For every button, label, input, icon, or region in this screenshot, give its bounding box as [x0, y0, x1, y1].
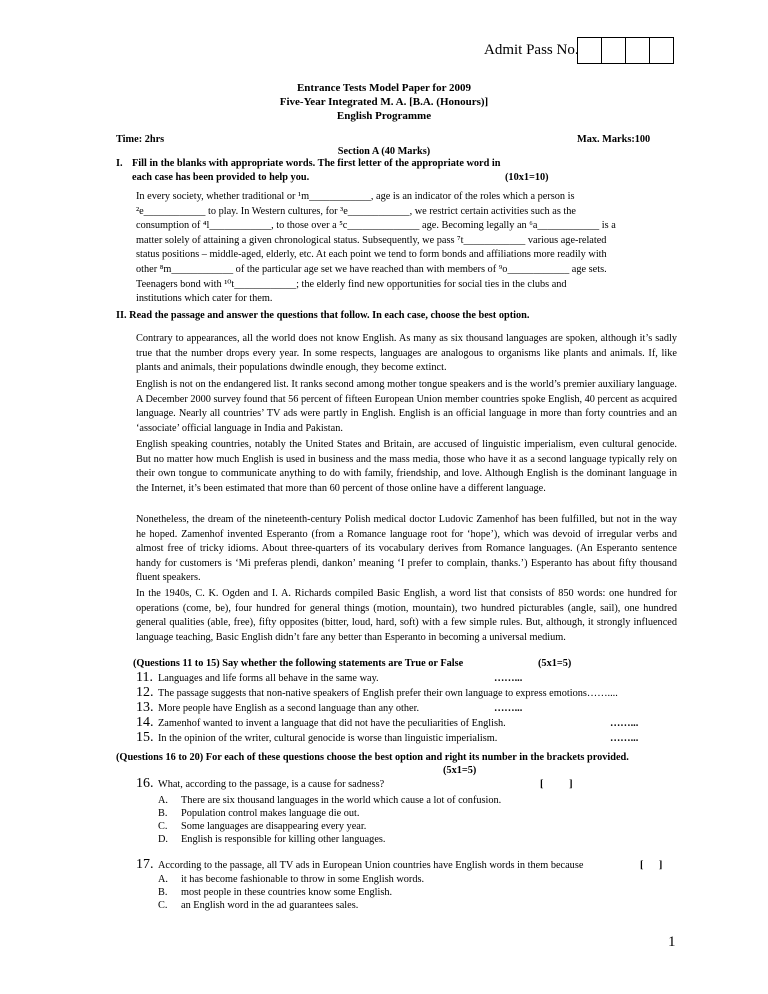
option-letter: C. [158, 821, 168, 832]
tf-answer-blank[interactable]: ……... [494, 673, 523, 684]
tf-title: (Questions 11 to 15) Say whether the following statements are True or False [133, 658, 464, 669]
passage1 [136, 190, 677, 307]
admit-box[interactable] [601, 37, 626, 64]
option-letter: A. [158, 874, 169, 885]
admit-pass-boxes[interactable] [578, 37, 674, 64]
max-marks: Max. Marks:100 [577, 134, 651, 145]
passage1-line: ²e____________ to play. In Western cultures, for ³e____________, we restrict certain activities such as the [136, 205, 576, 217]
answer-bracket[interactable]: [ ] [640, 860, 663, 871]
tf-statement: In the opinion of the writer, cultural genocide is worse than linguistic imperialism. [158, 733, 498, 744]
passage2-para: Nonetheless, the dream of the nineteenth-century Polish medical doctor Ludovic Zamenhof has been fulfilled, but not in the way he hoped. Zamenhof invented Esperanto (from a Romance language root for ‘hope’), which was devoid of irregular verbs and almost free of tricky idioms. About three-quarters of its vocabulary derives from Romance languages. (An Esperanto sentence handy for customers is ‘Mi preferas plendi, dankon’ meaning ‘I prefer to complain, thanks.’) Esperanto has about fifty thousand fluent speakers. [136, 514, 677, 584]
tf-number: 15. [136, 730, 154, 745]
header-line2: Five-Year Integrated M. A. [B.A. (Honours)] [279, 96, 489, 108]
tf-answer-blank[interactable]: ……... [494, 703, 523, 714]
tf-statement: The passage suggests that non-native speakers of English prefer their own language to express emotions…….... [158, 688, 618, 699]
q1-number: I. [116, 158, 123, 169]
option-text: most people in these countries know some English. [181, 887, 393, 898]
mcq-marks: (5x1=5) [443, 765, 477, 776]
tf-statement: More people have English as a second language than any other. [158, 703, 420, 714]
tf-statement: Languages and life forms all behave in the same way. [158, 673, 379, 684]
passage1-line: In every society, whether traditional or ¹m____________, age is an indicator of the roles which a person is [136, 191, 575, 202]
passage2-para: English is not on the endangered list. It ranks second among mother tongue speakers and is the world’s premier auxiliary language. A December 2000 survey found that 56 percent of fifteen European Union member countries spoke English, 40 percent as acquired language. Nearly all countries’ TV ads were partly in English. English is an official language in more than forty countries and an ‘associate’ official language in India and Pakistan. [136, 379, 677, 434]
option-letter: A. [158, 795, 169, 806]
passage1-line: Teenagers bond with ¹⁰t____________; the elderly find new opportunities for social ties in the clubs and [136, 278, 567, 290]
tf-number: 11. [136, 670, 153, 685]
admit-box[interactable] [577, 37, 602, 64]
q1-instruction-2: each case has been provided to help you. [132, 172, 310, 183]
mcq-question: What, according to the passage, is a cause for sadness? [158, 779, 385, 790]
tf-answer-blank[interactable]: ……... [610, 718, 639, 729]
option-text: Population control makes language die out. [181, 808, 360, 819]
admit-box[interactable] [649, 37, 674, 64]
mcq-number: 16. [136, 776, 154, 791]
mcq-number: 17. [136, 857, 154, 872]
section-a-title: Section A (40 Marks) [337, 146, 431, 157]
tf-statement: Zamenhof wanted to invent a language that did not have the peculiarities of English. [158, 718, 506, 729]
admit-pass-label: Admit Pass No. [484, 42, 579, 58]
option-text: an English word in the ad guarantees sales. [181, 900, 359, 911]
admit-box[interactable] [625, 37, 650, 64]
header-line1: Entrance Tests Model Paper for 2009 [296, 82, 472, 94]
option-letter: B. [158, 808, 168, 819]
option-letter: D. [158, 834, 169, 845]
tf-marks: (5x1=5) [538, 658, 572, 669]
tf-number: 14. [136, 715, 154, 730]
passage2-para: Contrary to appearances, all the world does not know English. As many as six thousand languages are spoken, although it’s sadly true that the number drops every year. In some respects, languages are analogous to organisms like plants and animals. If, like plants and animals, their populations dwindle enough, they become extinct. [136, 333, 677, 374]
mcq-title: (Questions 16 to 20) For each of these questions choose the best option and right its number in the brackets provided. [116, 752, 629, 763]
passage1-line: institutions which cater for them. [136, 293, 273, 305]
q1-instruction-1: Fill in the blanks with appropriate words. The first letter of the appropriate word in [132, 158, 501, 169]
passage1-line: status positions – middle-aged, elderly, etc. At each point we tend to form bonds and affiliations more readily with [136, 249, 607, 261]
tf-number: 12. [136, 685, 154, 700]
header-line3: English Programme [336, 110, 432, 122]
time-label: Time: 2hrs [116, 134, 165, 145]
tf-number: 13. [136, 700, 154, 715]
passage2-para: English speaking countries, notably the United States and Britain, are accused of linguistic imperialism, even cultural genocide. But no matter how much English is used in business and the mass media, those who have it as a second language typically rely on their own tongue to communicate anything to do with family, friendship, and love. Although English is the dominant language in the Internet, it’s been estimated that more than 60 percent of those online have a different language. [136, 439, 677, 494]
option-text: English is responsible for killing other languages. [181, 834, 386, 845]
page-number: 1 [668, 934, 676, 950]
option-text: There are six thousand languages in the world which cause a lot of confusion. [181, 795, 502, 806]
q2-instruction: II. Read the passage and answer the questions that follow. In each case, choose the best option. [116, 310, 530, 321]
passage1-line: matter solely of attaining a given chronological status. Subsequently, we pass ⁷t____________ various age-related [136, 234, 607, 246]
answer-bracket[interactable]: [ ] [540, 779, 573, 790]
tf-answer-blank[interactable]: ……... [610, 733, 639, 744]
mcq-question: According to the passage, all TV ads in European Union countries have English words in them because [158, 860, 584, 871]
option-text: Some languages are disappearing every year. [181, 821, 367, 832]
option-text: it has become fashionable to throw in some English words. [181, 874, 425, 885]
option-letter: C. [158, 900, 168, 911]
passage1-line: consumption of ⁴l____________, to those over a ⁵c______________ age. Becoming legally an ⁶a____________ is a [136, 220, 616, 232]
option-letter: B. [158, 887, 168, 898]
q1-marks: (10x1=10) [505, 172, 549, 183]
passage1-line: other ⁸m____________ of the particular age set we have reached than with members of ⁹o____________ age sets. [136, 263, 607, 275]
passage2-para: In the 1940s, C. K. Ogden and I. A. Richards compiled Basic English, a word list that consists of 850 words: one hundred for operations (come, be), four hundred for general things (motion, mountain), two hundred picturables (angle, sail), one hundred general qualities (able, free), fifty opposites (bitter, loud, hard, soft) with a few simple rules. But, although, it strongly influenced language teaching, Basic English didn’t fare any better than Esperanto in becoming a universal medium. [136, 588, 677, 643]
